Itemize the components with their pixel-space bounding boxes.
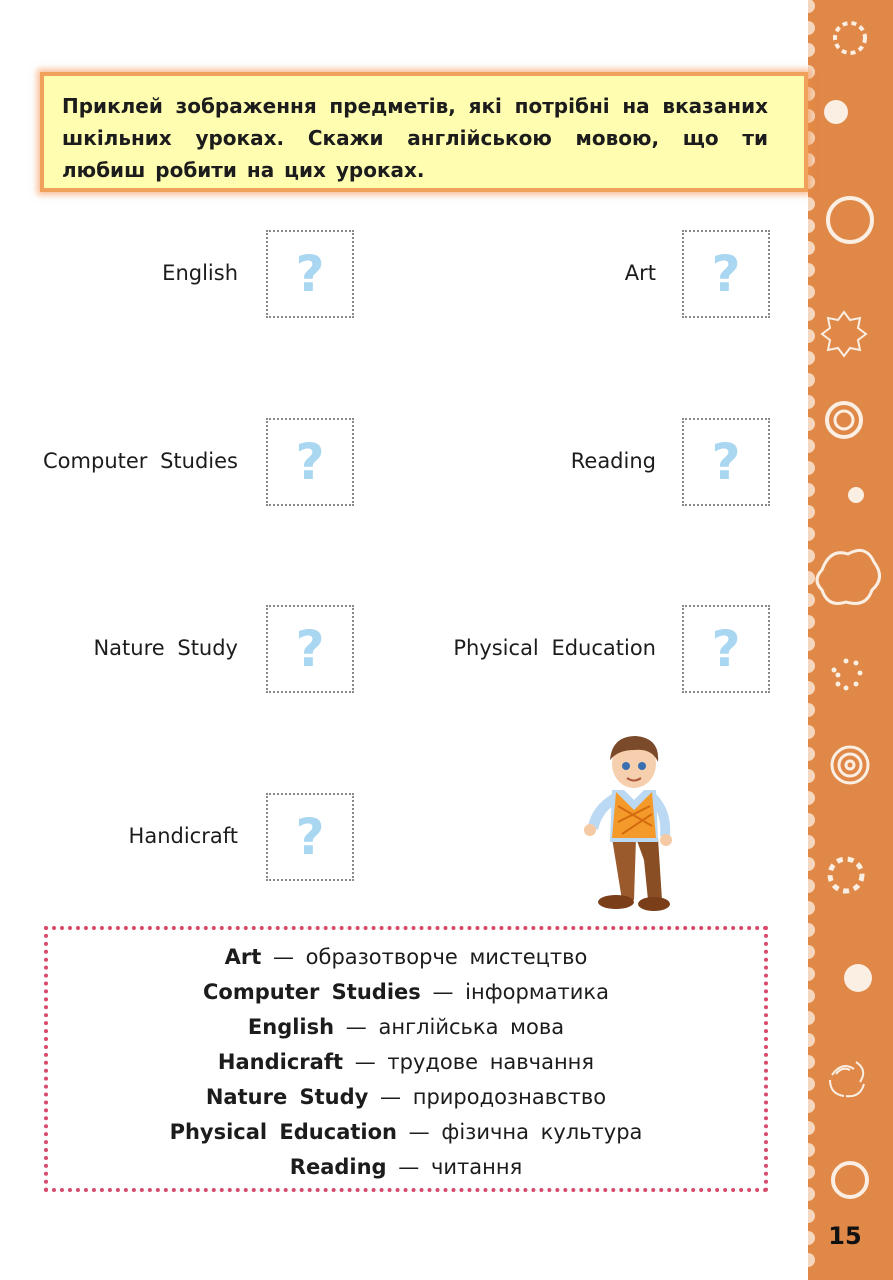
scallop-dot	[808, 615, 815, 629]
sticker-box-computer-studies[interactable]	[266, 418, 354, 506]
scallop-dot	[808, 1253, 815, 1267]
glossary-term: English	[247, 1015, 335, 1039]
scallop-dot	[808, 373, 815, 387]
glossary-dash: —	[408, 1120, 430, 1144]
boy-illustration	[578, 730, 688, 915]
scallop-dot	[808, 329, 815, 343]
glossary-translation: читання	[430, 1155, 523, 1179]
subject-label-handicraft: Handicraft	[128, 824, 238, 848]
scallop-dot	[808, 1165, 815, 1179]
page-number: 15	[828, 1222, 862, 1250]
scallop-dot	[808, 967, 815, 981]
scallop-dot	[808, 241, 815, 255]
scallop-dot	[808, 263, 815, 277]
scallop-dot	[808, 1209, 815, 1223]
glossary-translation: фізична культура	[441, 1120, 643, 1144]
subject-label-computer-studies: Computer Studies	[43, 449, 238, 473]
instruction-text: Приклей зображення предметів, які потрібні на вказаних шкільних уроках. Скажи англійською мовою, що ти любиш робити на цих уроках.	[62, 94, 768, 182]
glossary-translation: трудове навчання	[387, 1050, 595, 1074]
scallop-dot	[808, 395, 815, 409]
scallop-dot	[808, 1121, 815, 1135]
glossary-row	[48, 1150, 764, 1185]
scallop-dot	[808, 175, 815, 189]
scallop-dot	[808, 681, 815, 695]
scallop-dot	[808, 593, 815, 607]
scallop-dot	[808, 43, 815, 57]
glossary-row	[48, 1115, 764, 1150]
decorative-side-strip	[808, 0, 893, 1280]
scallop-dot	[808, 1231, 815, 1245]
scallop-dot	[808, 725, 815, 739]
scallop-dot	[808, 1187, 815, 1201]
scallop-dot	[808, 747, 815, 761]
glossary-dash: —	[398, 1155, 420, 1179]
glossary-dash: —	[272, 945, 294, 969]
scallop-dot	[808, 879, 815, 893]
scallop-dot	[808, 637, 815, 651]
glossary-term: Physical Education	[169, 1120, 397, 1144]
sticker-box-english[interactable]	[266, 230, 354, 318]
scallop-dot	[808, 549, 815, 563]
glossary-term: Reading	[289, 1155, 387, 1179]
scallop-dot	[808, 153, 815, 167]
scallop-dot	[808, 989, 815, 1003]
scallop-dot	[808, 659, 815, 673]
scallop-dot	[808, 351, 815, 365]
glossary-dash: —	[432, 980, 454, 1004]
question-mark-icon: ?	[295, 433, 325, 491]
glossary-box	[44, 926, 768, 1192]
subject-label-nature-study: Nature Study	[93, 636, 238, 660]
scallop-dot	[808, 791, 815, 805]
subject-label-physical-education: Physical Education	[453, 636, 656, 660]
glossary-dash: —	[345, 1015, 367, 1039]
sticker-box-nature-study[interactable]	[266, 605, 354, 693]
subject-label-reading: Reading	[570, 449, 656, 473]
glossary-translation: інформатика	[465, 980, 609, 1004]
question-mark-icon: ?	[295, 245, 325, 303]
scallop-dot	[808, 65, 815, 79]
sticker-box-physical-education[interactable]	[682, 605, 770, 693]
glossary-row	[48, 1045, 764, 1080]
glossary-dash: —	[380, 1085, 402, 1109]
scallop-dot	[808, 945, 815, 959]
scallop-dot	[808, 219, 815, 233]
scallop-dot	[808, 857, 815, 871]
glossary-translation: образотворче мистецтво	[305, 945, 588, 969]
scallop-dot	[808, 1011, 815, 1025]
glossary-term: Art	[224, 945, 262, 969]
subject-label-art: Art	[624, 261, 656, 285]
scallop-dot	[808, 703, 815, 717]
sticker-box-art[interactable]	[682, 230, 770, 318]
scallop-dot	[808, 461, 815, 475]
scallop-dot	[808, 1143, 815, 1157]
scallop-dot	[808, 131, 815, 145]
sticker-box-handicraft[interactable]	[266, 793, 354, 881]
glossary-term: Computer Studies	[203, 980, 421, 1004]
scallop-dot	[808, 505, 815, 519]
scallop-dot	[808, 87, 815, 101]
glossary-row	[48, 940, 764, 975]
scallop-dot	[808, 571, 815, 585]
question-mark-icon: ?	[295, 808, 325, 866]
scallop-dot	[808, 0, 815, 13]
scallop-dot	[808, 439, 815, 453]
glossary-row	[48, 1080, 764, 1115]
scallop-dot	[808, 307, 815, 321]
question-mark-icon: ?	[711, 433, 741, 491]
scallop-dot	[808, 1055, 815, 1069]
scallop-dot	[808, 1099, 815, 1113]
scallop-dot	[808, 835, 815, 849]
glossary-translation: англійська мова	[378, 1015, 565, 1039]
subject-label-english: English	[162, 261, 238, 285]
scallop-dot	[808, 901, 815, 915]
scallop-dot	[808, 285, 815, 299]
scallop-dot	[808, 1033, 815, 1047]
glossary-row	[48, 1010, 764, 1045]
scallop-dot	[808, 417, 815, 431]
glossary-row	[48, 975, 764, 1010]
decorative-circle-icons	[808, 0, 893, 1280]
glossary-term: Handicraft	[217, 1050, 343, 1074]
question-mark-icon: ?	[295, 620, 325, 678]
question-mark-icon: ?	[711, 245, 741, 303]
scallop-dot	[808, 527, 815, 541]
scallop-dot	[808, 109, 815, 123]
scallop-dot	[808, 1077, 815, 1091]
glossary-dash: —	[354, 1050, 376, 1074]
glossary-term: Nature Study	[205, 1085, 369, 1109]
scallop-dot	[808, 21, 815, 35]
sticker-box-reading[interactable]	[682, 418, 770, 506]
scallop-dot	[808, 483, 815, 497]
question-mark-icon: ?	[711, 620, 741, 678]
scallop-dot	[808, 197, 815, 211]
instruction-box	[40, 72, 808, 192]
glossary-translation: природознавство	[412, 1085, 607, 1109]
scallop-dot	[808, 813, 815, 827]
scallop-dot	[808, 923, 815, 937]
scallop-dot	[808, 769, 815, 783]
